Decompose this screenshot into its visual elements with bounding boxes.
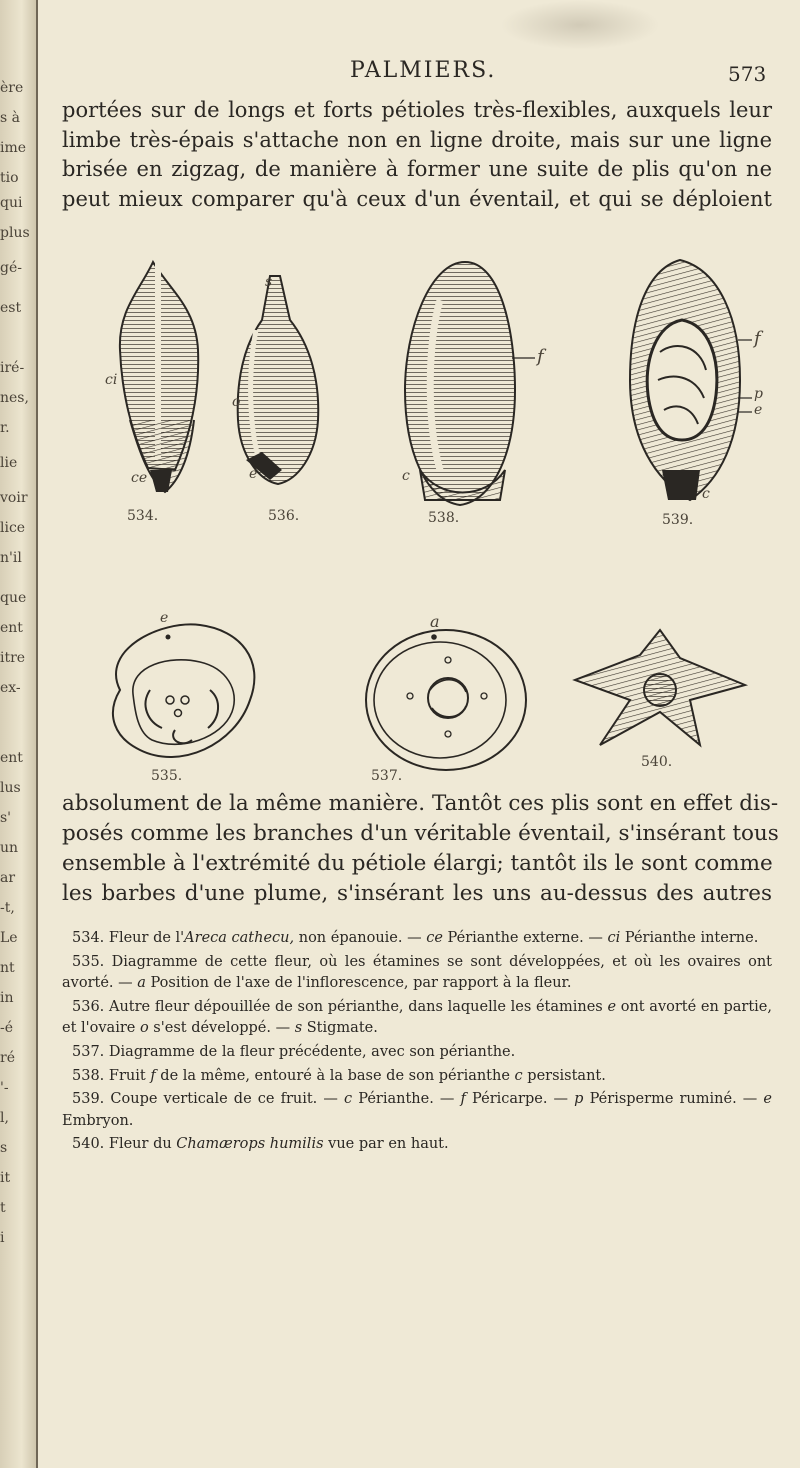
figure-538-fruit bbox=[405, 262, 535, 505]
letter-p-539: p bbox=[754, 386, 763, 402]
caption-number: 535. bbox=[72, 953, 112, 970]
caption-text: ont avorté en partie, et l'ovaire bbox=[62, 998, 773, 1037]
caption-text: Diagramme de la fleur précédente, avec son périanthe. bbox=[108, 1043, 516, 1060]
gutter-fragment: -é bbox=[0, 1020, 14, 1036]
caption-text: s'est développé. — bbox=[148, 1020, 295, 1037]
gutter-fragment: un bbox=[0, 840, 19, 856]
caption-text: persistant. bbox=[522, 1067, 606, 1084]
gutter-fragment: lus bbox=[0, 780, 21, 796]
gutter-fragment: ar bbox=[0, 870, 16, 886]
gutter-fragment: nt bbox=[0, 960, 15, 976]
letter-e-539: e bbox=[754, 402, 763, 418]
gutter-fragment: '- bbox=[0, 1080, 9, 1096]
gutter-fragment: i bbox=[0, 1230, 5, 1246]
gutter-fragment: ime bbox=[0, 140, 27, 156]
page-number: 573 bbox=[728, 62, 767, 86]
caption-text: Autre fleur dépouillée de son périanthe, dans laquelle les étamines bbox=[108, 998, 608, 1015]
caption-text: non épanouie. — bbox=[294, 930, 427, 946]
caption-text: Périsperme ruminé. — bbox=[583, 1091, 764, 1108]
caption-text: e bbox=[763, 1091, 772, 1108]
running-title: PALMIERS. bbox=[350, 58, 497, 83]
gutter-fragment: ex- bbox=[0, 680, 21, 696]
caption-text: c bbox=[344, 1091, 353, 1108]
letter-s: s bbox=[265, 274, 273, 290]
caption-540 bbox=[62, 1134, 772, 1156]
gutter-fragment: plus bbox=[0, 225, 30, 241]
figure-535-diagram bbox=[113, 624, 254, 757]
caption-text: a bbox=[137, 975, 146, 992]
figure-536-ovary bbox=[238, 276, 319, 484]
caption-text: Périanthe interne. bbox=[620, 930, 759, 946]
figure-label-540: 540. bbox=[641, 754, 673, 770]
figure-label-539: 539. bbox=[662, 512, 694, 528]
letter-e-535: e bbox=[160, 610, 169, 626]
caption-text: Chamærops humilis bbox=[176, 1136, 324, 1153]
figure-label-535: 535. bbox=[151, 768, 183, 784]
gutter-fragment: s bbox=[0, 1140, 8, 1156]
gutter-fragment: in bbox=[0, 990, 14, 1006]
figure-534-flower-bud bbox=[120, 262, 198, 492]
letter-o: o bbox=[232, 394, 241, 410]
caption-text: f bbox=[460, 1091, 466, 1108]
text-line: absolument de la même manière. Tantôt ces plis sont en effet dis- bbox=[62, 791, 779, 816]
gutter-fragment: lice bbox=[0, 520, 26, 536]
caption-text: s bbox=[294, 1020, 303, 1037]
letter-f-539: f bbox=[754, 328, 761, 349]
gutter-fragment: l, bbox=[0, 1110, 9, 1126]
letter-ci: ci bbox=[105, 372, 118, 388]
figure-label-534: 534. bbox=[127, 508, 159, 524]
caption-text: de la même, entouré à la base de son périanthe bbox=[155, 1067, 515, 1084]
caption-538 bbox=[62, 1066, 772, 1088]
gutter-fragment: est bbox=[0, 300, 22, 316]
text-line: peut mieux comparer qu'à ceux d'un éventail, et qui se déploient bbox=[62, 186, 772, 211]
caption-537 bbox=[62, 1042, 772, 1064]
caption-text: Embryon. bbox=[62, 1112, 134, 1129]
gutter-fragment: ent bbox=[0, 750, 23, 766]
body-paragraph-bottom bbox=[62, 789, 779, 909]
caption-536 bbox=[62, 997, 772, 1040]
letter-f-538: f bbox=[537, 346, 544, 367]
gutter-fragment: s' bbox=[0, 810, 12, 826]
gutter-fragment: s à bbox=[0, 110, 20, 126]
figure-captions bbox=[62, 928, 772, 1158]
figure-label-537: 537. bbox=[371, 768, 403, 784]
figure-537-diagram bbox=[366, 630, 526, 770]
gutter-fragment: ré bbox=[0, 1050, 15, 1066]
caption-text: Péricarpe. — bbox=[465, 1091, 575, 1108]
caption-text: Périanthe. — bbox=[352, 1091, 461, 1108]
gutter-fragment: Le bbox=[0, 930, 18, 946]
caption-number: 536. bbox=[72, 998, 109, 1015]
text-line: brisée en zigzag, de manière à former une suite de plis qu'on ne bbox=[62, 157, 772, 181]
figure-539-section bbox=[630, 260, 752, 500]
caption-text: Fleur de l' bbox=[108, 930, 185, 946]
caption-text: ce bbox=[426, 930, 443, 946]
caption-534 bbox=[62, 928, 772, 950]
text-line: portées sur de longs et forts pétioles très-flexibles, auxquels leur bbox=[62, 98, 772, 122]
caption-text: Diagramme de cette fleur, où les étamines se sont développées, et où les ovaires ont avorté. — bbox=[62, 953, 772, 992]
caption-text: Areca cathecu, bbox=[184, 930, 295, 946]
caption-text: vue par en haut. bbox=[323, 1136, 449, 1153]
caption-text: Coupe verticale de ce fruit. — bbox=[110, 1091, 344, 1108]
gutter-fragment: n'il bbox=[0, 550, 22, 566]
caption-text: ci bbox=[607, 930, 621, 946]
caption-535 bbox=[62, 952, 772, 995]
text-line: posés comme les branches d'un véritable éventail, s'insérant tous bbox=[62, 821, 779, 846]
caption-539 bbox=[62, 1089, 772, 1132]
figure-label-536: 536. bbox=[268, 508, 300, 524]
letter-ce: ce bbox=[131, 470, 148, 486]
caption-text: Position de l'axe de l'inflorescence, par rapport à la fleur. bbox=[145, 975, 572, 992]
gutter-fragment: gé- bbox=[0, 260, 22, 276]
gutter-fragment: lie bbox=[0, 455, 18, 471]
gutter-fragment: r. bbox=[0, 420, 10, 436]
caption-number: 537. bbox=[72, 1043, 109, 1060]
gutter-fragment: t bbox=[0, 1200, 6, 1216]
text-line: limbe très-épais s'attache non en ligne droite, mais sur une ligne bbox=[62, 127, 772, 152]
figure-540-chamaerops-flower bbox=[575, 630, 745, 745]
gutter-fragment: it bbox=[0, 1170, 11, 1186]
caption-text: Périanthe externe. — bbox=[442, 930, 608, 946]
figure-label-538: 538. bbox=[428, 510, 460, 526]
letter-a-537: a bbox=[430, 612, 440, 631]
letter-c-539: c bbox=[702, 486, 710, 502]
caption-text: Stigmate. bbox=[302, 1020, 378, 1037]
caption-number: 540. bbox=[72, 1136, 109, 1153]
text-line: les barbes d'une plume, s'insérant les uns au-dessus des autres bbox=[62, 881, 772, 906]
letter-c-538: c bbox=[402, 468, 410, 484]
caption-number: 538. bbox=[72, 1067, 109, 1084]
gutter-fragment: nes, bbox=[0, 390, 29, 406]
gutter-fragment: tio bbox=[0, 170, 19, 186]
caption-text: p bbox=[574, 1091, 584, 1108]
gutter-fragment: qui bbox=[0, 195, 23, 211]
caption-number: 539. bbox=[72, 1091, 111, 1108]
caption-text: Fleur du bbox=[108, 1136, 177, 1153]
caption-text: o bbox=[139, 1020, 149, 1037]
caption-text: f bbox=[150, 1067, 156, 1084]
caption-number: 534. bbox=[72, 930, 109, 946]
letter-e-536: e bbox=[249, 466, 258, 482]
gutter-fragment: ère bbox=[0, 80, 24, 96]
gutter-fragment: itre bbox=[0, 650, 26, 666]
caption-text: e bbox=[607, 998, 617, 1015]
gutter-fragment: que bbox=[0, 590, 27, 606]
gutter-fragment: ent bbox=[0, 620, 23, 636]
text-line: ensemble à l'extrémité du pétiole élargi; tantôt ils le sont comme bbox=[62, 851, 773, 876]
gutter-fragment: iré- bbox=[0, 360, 25, 376]
gutter-fragment: voir bbox=[0, 490, 28, 506]
caption-text: c bbox=[514, 1067, 523, 1084]
caption-text: Fruit bbox=[108, 1067, 151, 1084]
gutter-fragment: -t, bbox=[0, 900, 15, 916]
